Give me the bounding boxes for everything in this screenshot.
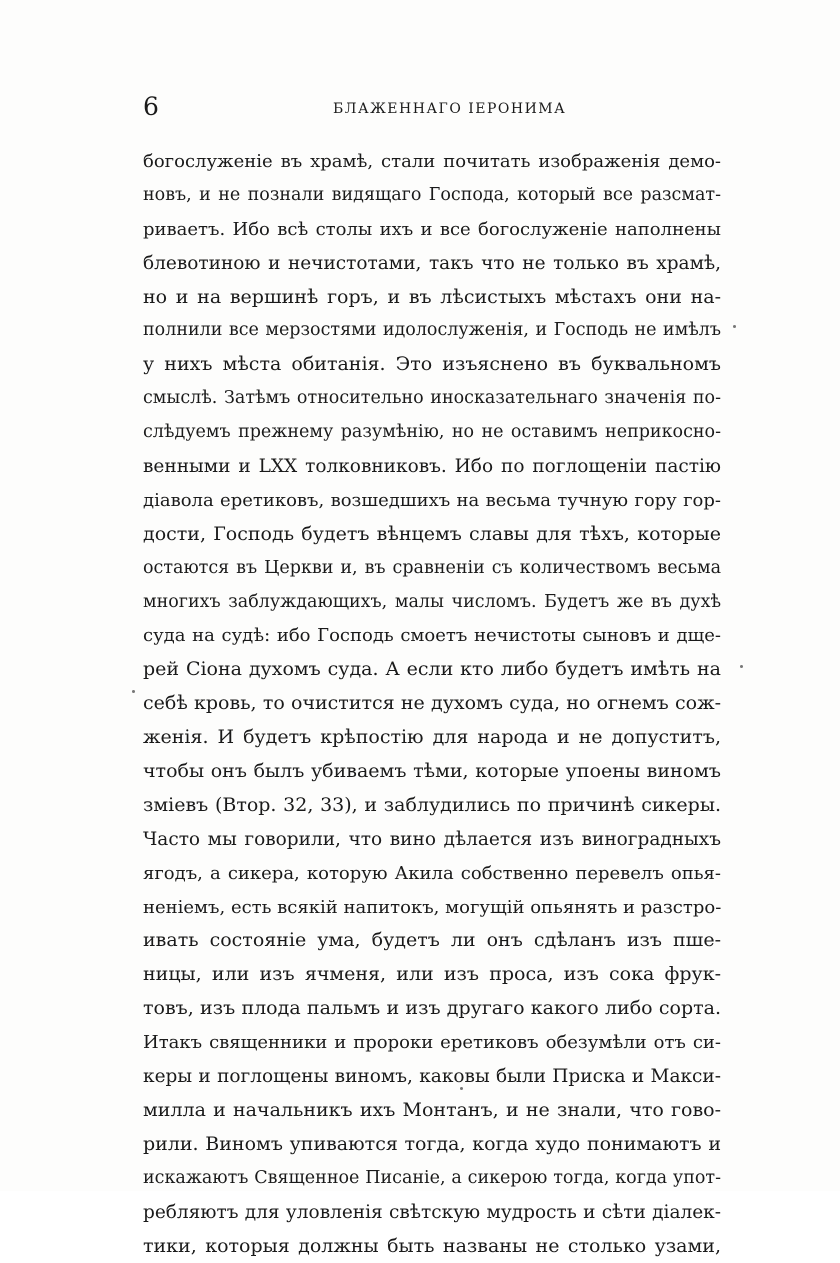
text-line: чтобы онъ былъ убиваемъ тѣми, которые упоены виномъ (143, 755, 721, 789)
text-line: зміевъ (Втор. 32, 33), и заблудились по причинѣ сикеры. (143, 789, 721, 823)
scan-speck (740, 665, 743, 668)
text-line: но и на вершинѣ горъ, и въ лѣсистыхъ мѣстахъ они на- (143, 281, 721, 315)
page-header (143, 92, 713, 126)
text-line: слѣдуемъ прежнему разумѣнію, но не оставимъ неприкосно- (143, 416, 721, 450)
running-title: БЛАЖЕННАГО ІЕРОНИМА (333, 98, 566, 120)
text-line: суда на судѣ: ибо Господь смоетъ нечистоты сыновъ и дще- (143, 619, 721, 653)
text-line: полнили все мерзостями идолослуженія, и Господь не имѣлъ (143, 314, 721, 348)
text-line: рей Сіона духомъ суда. А если кто либо будетъ имѣть на (143, 653, 721, 687)
text-line: смыслѣ. Затѣмъ относительно иносказательнаго значенія по- (143, 382, 721, 416)
text-line: товъ, изъ плода пальмъ и изъ другаго какого либо сорта. (143, 992, 721, 1026)
text-line: рили. Виномъ упиваются тогда, когда худо понимаютъ и (143, 1128, 721, 1162)
body-text (143, 145, 721, 1263)
text-line: ницы, или изъ ячменя, или изъ проса, изъ сока фрук- (143, 958, 721, 992)
text-line: неніемъ, есть всякій напитокъ, могущій опьянять и разстро- (143, 891, 721, 925)
text-line: у нихъ мѣста обитанія. Это изъяснено въ буквальномъ (143, 348, 721, 382)
text-line: многихъ заблуждающихъ, малы числомъ. Будетъ же въ духѣ (143, 586, 721, 620)
page-number: 6 (143, 92, 159, 122)
text-line: риваетъ. Ибо всѣ столы ихъ и все богослуженіе наполнены (143, 213, 721, 247)
scan-speck (460, 1087, 463, 1090)
text-line: милла и начальникъ ихъ Монтанъ, и не знали, что гово- (143, 1094, 721, 1128)
text-line: блевотиною и нечистотами, такъ что не только въ храмѣ, (143, 247, 721, 281)
text-line: ребляютъ для уловленія свѣтскую мудрость и сѣти діалек- (143, 1196, 721, 1230)
text-line: Часто мы говорили, что вино дѣлается изъ виноградныхъ (143, 823, 721, 857)
text-line: богослуженіе въ храмѣ, стали почитать изображенія демо- (143, 145, 721, 179)
text-line: себѣ кровь, то очистится не духомъ суда, но огнемъ сож- (143, 687, 721, 721)
text-line: діавола еретиковъ, возшедшихъ на весьма тучную гору гор- (143, 484, 721, 518)
text-line: венными и LXX толковниковъ. Ибо по поглощеніи пастію (143, 450, 721, 484)
text-line: женія. И будетъ крѣпостію для народа и не допуститъ, (143, 721, 721, 755)
scan-speck (132, 690, 135, 693)
text-line: новъ, и не познали видящаго Господа, который все разсмат- (143, 179, 721, 213)
text-line: ивать состояніе ума, будетъ ли онъ сдѣланъ изъ пше- (143, 924, 721, 958)
text-line: искажаютъ Священное Писаніе, а сикерою тогда, когда упот- (143, 1162, 721, 1196)
text-line: ягодъ, а сикера, которую Акила собственно перевелъ опья- (143, 857, 721, 891)
text-line: тики, которыя должны быть названы не столько узами, (143, 1230, 721, 1263)
scan-speck (733, 325, 736, 328)
text-line: дости, Господь будетъ вѣнцемъ славы для тѣхъ, которые (143, 518, 721, 552)
text-line: остаются въ Церкви и, въ сравненіи съ количествомъ весьма (143, 552, 721, 586)
text-line: Итакъ священники и пророки еретиковъ обезумѣли отъ си- (143, 1026, 721, 1060)
text-line: керы и поглощены виномъ, каковы были Приска и Макси- (143, 1060, 721, 1094)
